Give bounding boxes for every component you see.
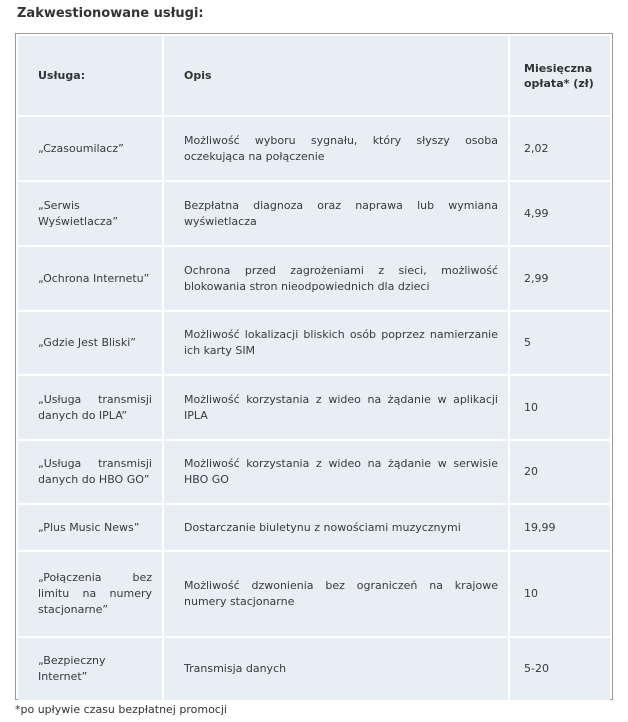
service-name: „Czasoumilacz” [18,117,164,182]
service-price: 4,99 [510,182,610,247]
service-name: „Gdzie Jest Bliski” [18,312,164,376]
services-table-frame [15,33,613,700]
section-heading: Zakwestionowane usługi: [17,6,204,21]
table-row [18,247,610,312]
service-description: Transmisja danych [164,638,510,702]
service-price: 20 [510,441,610,505]
service-name: „Połączenia bez limitu na numery stacjonarne” [18,552,164,638]
header-description: Opis [164,36,510,117]
service-description: Możliwość lokalizacji bliskich osób poprzez namierzanie ich karty SIM [164,312,510,376]
service-description: Dostarczanie biuletynu z nowościami muzycznymi [164,505,510,552]
service-price: 19,99 [510,505,610,552]
service-name: „Usługa transmisji danych do HBO GO” [18,441,164,505]
service-name: „Serwis Wyświetlacza” [18,182,164,247]
table-row [18,182,610,247]
service-description: Możliwość dzwonienia bez ograniczeń na krajowe numery stacjonarne [164,552,510,638]
service-name: „Ochrona Internetu” [18,247,164,312]
service-price: 10 [510,376,610,441]
service-description: Możliwość korzystania z wideo na żądanie w aplikacji IPLA [164,376,510,441]
service-name: „Bezpieczny Internet” [18,638,164,702]
service-description: Możliwość korzystania z wideo na żądanie w serwisie HBO GO [164,441,510,505]
service-name: „Usługa transmisji danych do IPLA” [18,376,164,441]
table-row [18,117,610,182]
service-description: Bezpłatna diagnoza oraz naprawa lub wymiana wyświetlacza [164,182,510,247]
table-row [18,638,610,702]
services-table [18,36,610,702]
table-row [18,552,610,638]
service-price: 5 [510,312,610,376]
table-row [18,312,610,376]
header-service: Usługa: [18,36,164,117]
table-row [18,441,610,505]
service-description: Ochrona przed zagrożeniami z sieci, możliwość blokowania stron nieodpowiednich dla dzieci [164,247,510,312]
service-price: 10 [510,552,610,638]
service-price: 2,99 [510,247,610,312]
service-price: 5-20 [510,638,610,702]
footnote: *po upływie czasu bezpłatnej promocji [15,703,227,716]
table-row [18,505,610,552]
service-price: 2,02 [510,117,610,182]
table-row [18,376,610,441]
header-price: Miesięczna opłata* (zł) [510,36,610,117]
service-name: „Plus Music News” [18,505,164,552]
table-header-row [18,36,610,117]
service-description: Możliwość wyboru sygnału, który słyszy osoba oczekująca na połączenie [164,117,510,182]
